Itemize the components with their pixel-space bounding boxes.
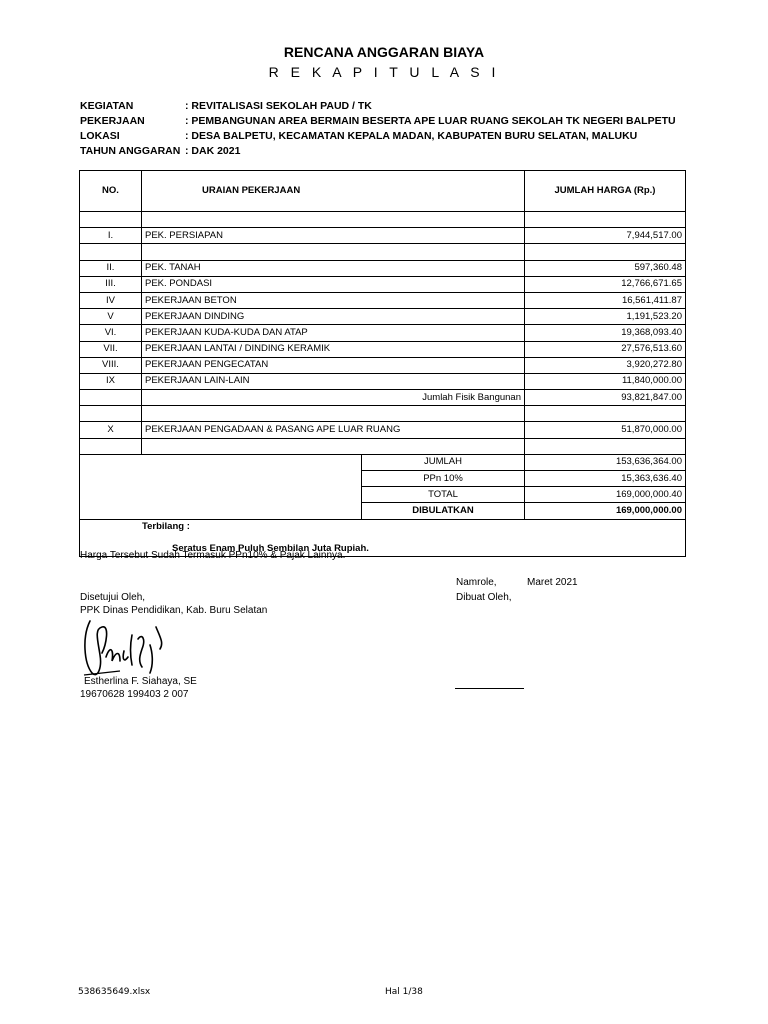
- table-row: X PEKERJAAN PENGADAAN & PASANG APE LUAR RUANG 51,870,000.00: [80, 422, 686, 438]
- date: Maret 2021: [527, 577, 578, 588]
- table-row: IX PEKERJAAN LAIN-LAIN 11,840,000.00: [80, 373, 686, 389]
- terbilang-label: Terbilang :: [142, 520, 190, 532]
- table-row: IV PEKERJAAN BETON 16,561,411.87: [80, 292, 686, 308]
- header-no: NO.: [80, 171, 142, 212]
- subtotal-amount: 93,821,847.00: [525, 390, 686, 406]
- approved-by: Disetujui Oleh,: [80, 592, 146, 603]
- table-row: VII. PEKERJAAN LANTAI / DINDING KERAMIK 27,576,513.60: [80, 341, 686, 357]
- spacer-row: [80, 406, 686, 422]
- summary-row-total: TOTAL 169,000,000.40: [80, 487, 686, 503]
- table-row: V PEKERJAAN DINDING 1,191,523.20: [80, 309, 686, 325]
- summary-row-jumlah: JUMLAH 153,636,364.00: [80, 454, 686, 470]
- table-row: III. PEK. PONDASI 12,766,671.65: [80, 276, 686, 292]
- summary-row-ppn: PPn 10% 15,363,636.40: [80, 471, 686, 487]
- info-row-kegiatan: KEGIATAN : REVITALISASI SEKOLAH PAUD / TK: [80, 100, 372, 112]
- spacer-row: [80, 438, 686, 454]
- footer-page: Hal 1/38: [385, 987, 423, 997]
- summary-row-dibulatkan: DIBULATKAN 169,000,000.00: [80, 503, 686, 519]
- document-title: RENCANA ANGGARAN BIAYA: [283, 44, 485, 60]
- tax-note: Harga Tersebut Sudah Termasuk PPn10% & Pajak Lainnya.: [80, 550, 346, 561]
- table-row: I. PEK. PERSIAPAN 7,944,517.00: [80, 228, 686, 244]
- table-row: VIII. PEKERJAAN PENGECATAN 3,920,272.80: [80, 357, 686, 373]
- spacer-row: [80, 212, 686, 228]
- subtotal-row: [80, 390, 686, 406]
- made-by: Dibuat Oleh,: [456, 592, 512, 603]
- info-row-lokasi: LOKASI : DESA BALPETU, KECAMATAN KEPALA MADAN, KABUPATEN BURU SELATAN, MALUKU: [80, 130, 638, 142]
- approver-nip: 19670628 199403 2 007: [80, 689, 189, 700]
- terbilang-text: Seratus Enam Puluh Sembilan Juta Rupiah.: [172, 542, 369, 554]
- info-row-pekerjaan: PEKERJAAN : PEMBANGUNAN AREA BERMAIN BESERTA APE LUAR RUANG SEKOLAH TK NEGERI BALPETU: [80, 115, 676, 127]
- header-uraian: URAIAN PEKERJAAN: [142, 171, 525, 212]
- subtotal-label: Jumlah Fisik Bangunan: [142, 390, 525, 406]
- signature-line: [455, 688, 524, 689]
- header-jumlah: JUMLAH HARGA (Rp.): [525, 171, 686, 212]
- table-row: II. PEK. TANAH 597,360.48: [80, 260, 686, 276]
- approver-name: Estherlina F. Siahaya, SE: [84, 676, 197, 687]
- signature-image: [80, 615, 175, 683]
- place: Namrole,: [456, 577, 497, 588]
- spacer-row: [80, 244, 686, 260]
- footer-filename: 538635649.xlsx: [78, 987, 151, 997]
- recap-table: [79, 170, 686, 557]
- document-subtitle: R E K A P I T U L A S I: [268, 64, 500, 80]
- table-row: VI. PEKERJAAN KUDA-KUDA DAN ATAP 19,368,093.40: [80, 325, 686, 341]
- info-row-tahun: TAHUN ANGGARAN : DAK 2021: [80, 145, 241, 157]
- table-header: [80, 171, 686, 212]
- approver-office: PPK Dinas Pendidikan, Kab. Buru Selatan: [80, 605, 268, 616]
